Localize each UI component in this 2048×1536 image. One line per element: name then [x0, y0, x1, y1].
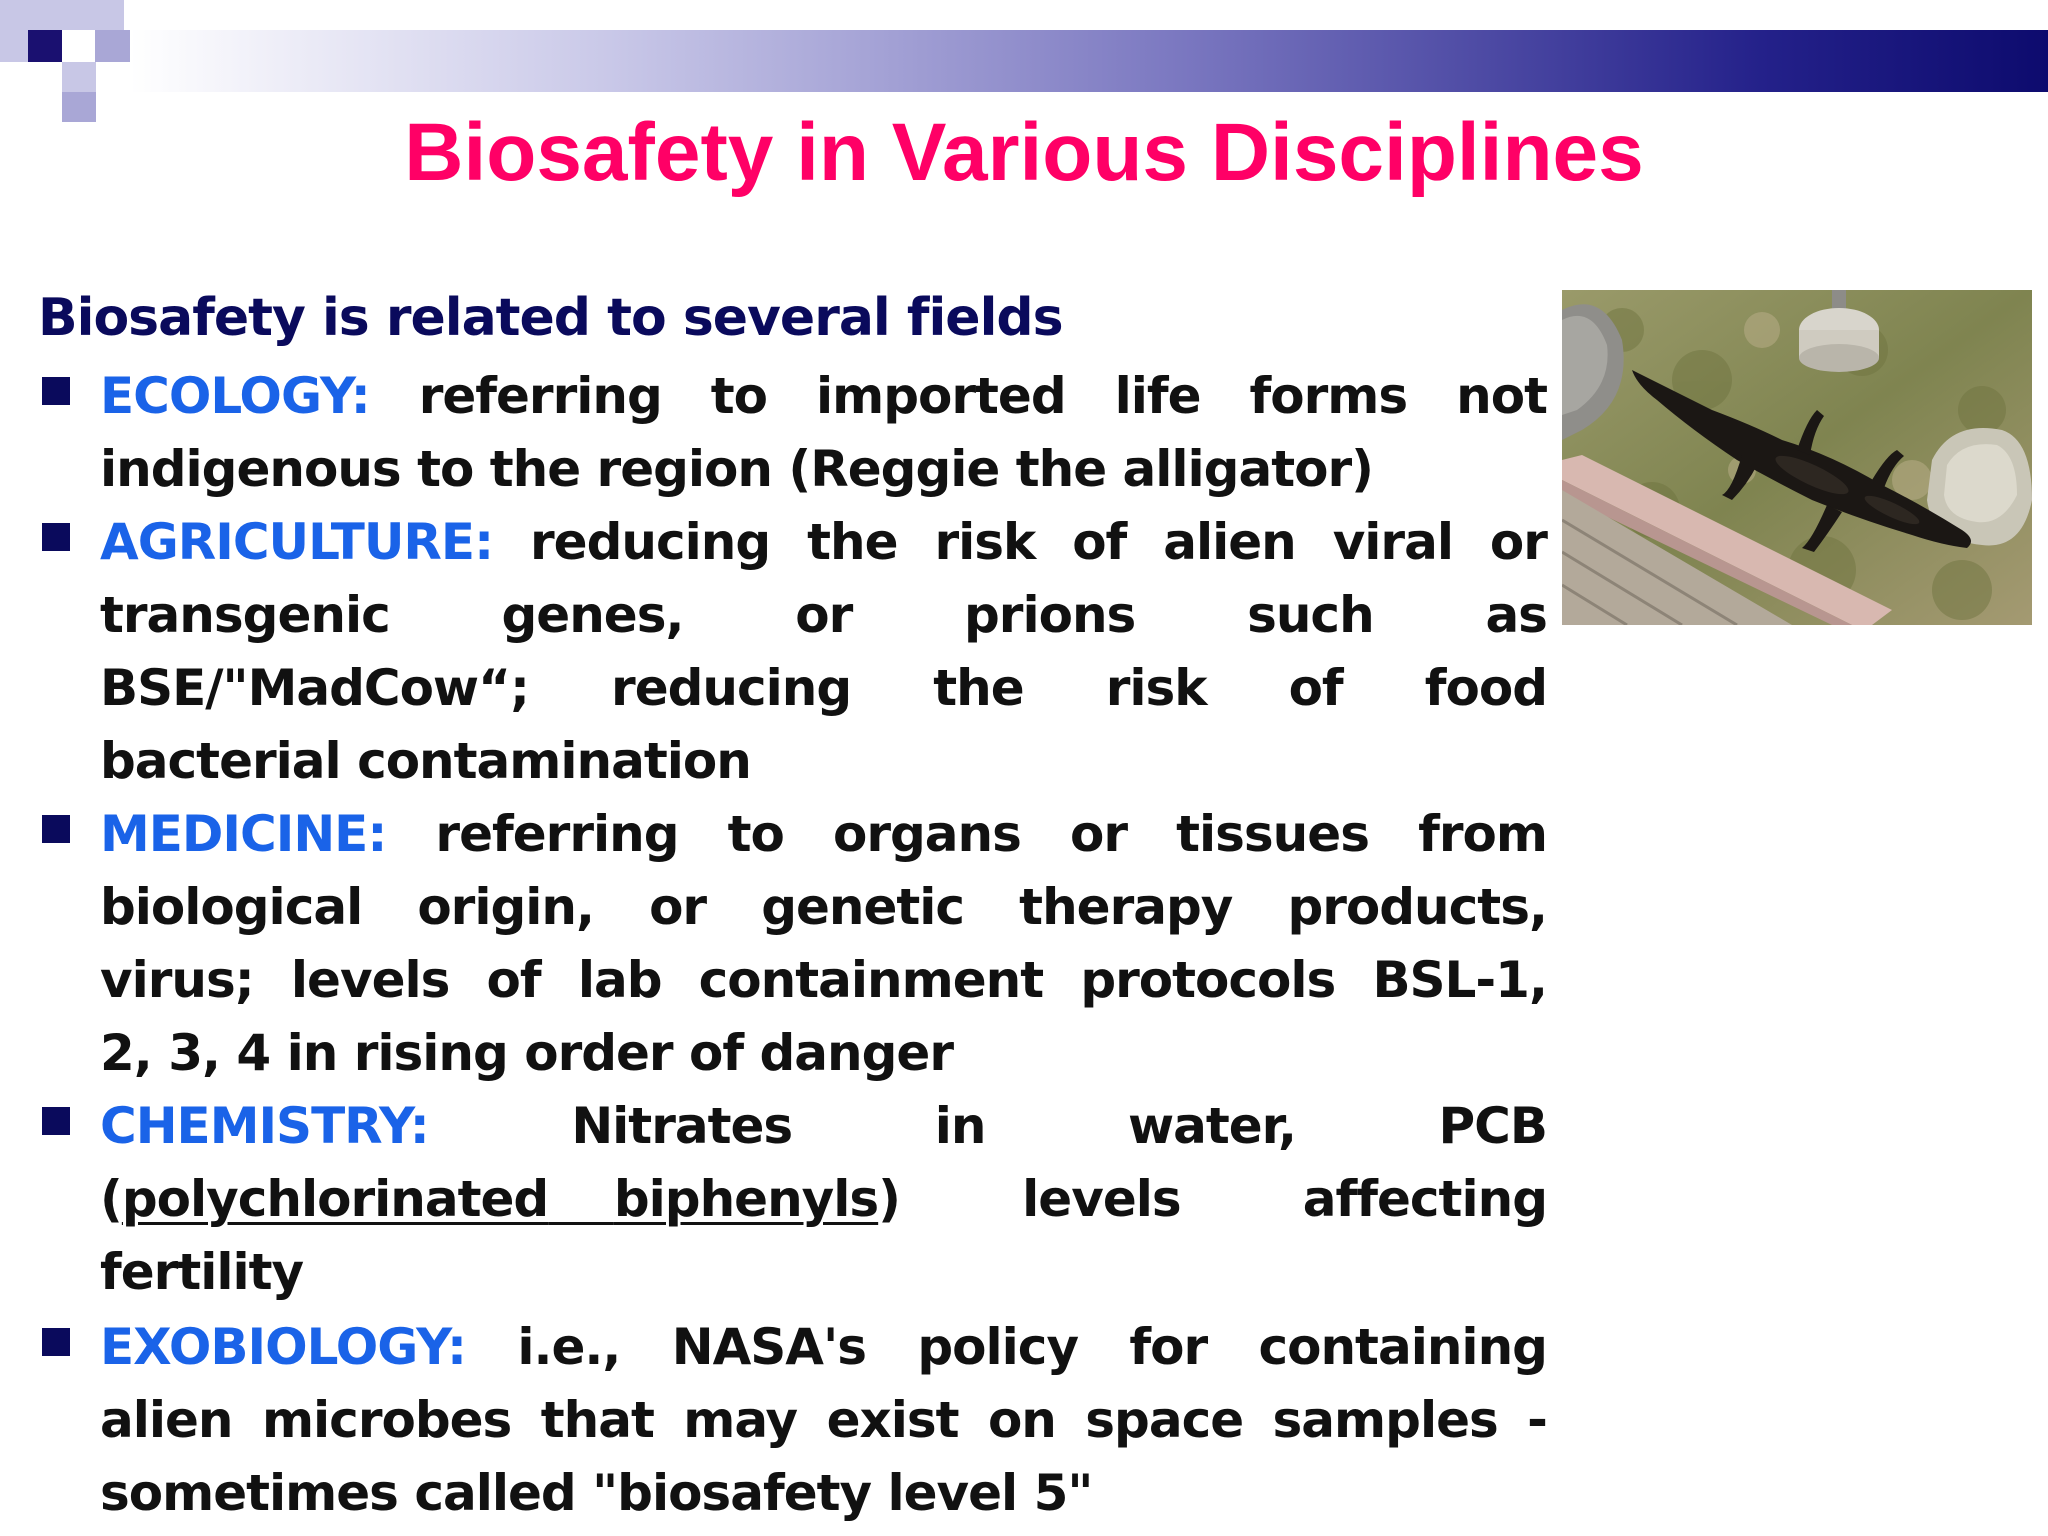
word: the [933, 659, 1024, 717]
word: risk [1105, 659, 1207, 717]
word: on [987, 1391, 1056, 1449]
word: as [1485, 586, 1547, 644]
item-line [100, 506, 1547, 579]
keyword-agriculture: AGRICULTURE: [100, 513, 494, 571]
word: reducing [530, 513, 771, 571]
word: containment [698, 951, 1044, 1009]
word: genetic [761, 878, 965, 936]
deco-square [28, 30, 62, 62]
word: protocols [1080, 951, 1336, 1009]
paren-close: ) [878, 1170, 901, 1228]
word: policy [917, 1318, 1079, 1376]
item-line [100, 1163, 1547, 1236]
word: NASA's [671, 1318, 867, 1376]
word: risk [934, 513, 1036, 571]
word: alien [1163, 513, 1296, 571]
header-banner [130, 30, 2048, 92]
item-line: bacterial contamination [100, 732, 751, 790]
item-line: sometimes called "biosafety level 5" [100, 1464, 1093, 1522]
word: in [934, 1097, 986, 1155]
item-line [100, 1090, 1547, 1163]
word: affecting [1302, 1170, 1547, 1228]
word: water, [1127, 1097, 1296, 1155]
deco-square [62, 0, 124, 30]
word: prions [964, 586, 1136, 644]
word: not [1456, 367, 1547, 425]
bullet-square-icon [42, 815, 70, 843]
word: levels [1022, 1170, 1181, 1228]
word: to [727, 805, 784, 863]
word: i.e., [517, 1318, 621, 1376]
keyword-exobiology: EXOBIOLOGY: [100, 1318, 467, 1376]
bullet-square-icon [42, 523, 70, 551]
word: or [649, 878, 707, 936]
bullet-square-icon [42, 1107, 70, 1135]
word: tissues [1176, 805, 1369, 863]
word: of [486, 951, 541, 1009]
keyword-ecology: ECOLOGY: [100, 367, 370, 425]
word: for [1129, 1318, 1208, 1376]
pcb-link-group [100, 1163, 900, 1236]
word: organs [832, 805, 1021, 863]
item-line [100, 1384, 1547, 1457]
word: from [1418, 805, 1547, 863]
word: such [1247, 586, 1374, 644]
alligator-photo [1562, 290, 2032, 625]
item-line [100, 652, 1547, 725]
word: space [1085, 1391, 1244, 1449]
word: that [540, 1391, 654, 1449]
word: biological [100, 878, 363, 936]
word: or [795, 586, 853, 644]
intro-text: Biosafety is related to several fields [38, 288, 1063, 348]
word: forms [1249, 367, 1408, 425]
word: microbes [261, 1391, 512, 1449]
word: food [1424, 659, 1547, 717]
word: BSL-1, [1372, 951, 1547, 1009]
word: or [1489, 513, 1547, 571]
link-word[interactable]: biphenyls [613, 1170, 879, 1228]
word: reducing [611, 659, 852, 717]
keyword-medicine: MEDICINE: [100, 805, 387, 863]
word: to [710, 367, 768, 425]
word: of [1288, 659, 1343, 717]
word: BSE/"MadCow“; [100, 659, 529, 717]
word: referring [418, 367, 662, 425]
word: lab [577, 951, 662, 1009]
item-line [100, 798, 1547, 871]
slide-title: Biosafety in Various Disciplines [404, 107, 1644, 198]
word: transgenic [100, 586, 390, 644]
word: genes, [501, 586, 684, 644]
word: imported [815, 367, 1066, 425]
word: viral [1332, 513, 1453, 571]
polychlorinated-biphenyls-link[interactable] [122, 1170, 878, 1228]
word: may [683, 1391, 798, 1449]
word: alien [100, 1391, 233, 1449]
link-word[interactable]: polychlorinated [121, 1170, 549, 1228]
item-line [100, 871, 1547, 944]
word: containing [1258, 1318, 1547, 1376]
item-line [100, 579, 1547, 652]
item-line: 2, 3, 4 in rising order of danger [100, 1024, 953, 1082]
deco-square [62, 62, 96, 92]
word: levels [290, 951, 450, 1009]
word: life [1114, 367, 1201, 425]
word: virus; [100, 951, 254, 1009]
word: of [1072, 513, 1127, 571]
word: the [807, 513, 898, 571]
item-line: indigenous to the region (Reggie the alligator) [100, 440, 1373, 498]
word: Nitrates [571, 1097, 793, 1155]
word: PCB [1438, 1097, 1547, 1155]
word: exist [826, 1391, 959, 1449]
paren-open: ( [100, 1170, 122, 1228]
word: or [1070, 805, 1128, 863]
word: referring [435, 805, 679, 863]
word: samples [1272, 1391, 1498, 1449]
word: - [1527, 1391, 1547, 1449]
word: therapy [1019, 878, 1233, 936]
bullet-square-icon [42, 377, 70, 405]
item-line [100, 360, 1547, 433]
bullet-square-icon [42, 1328, 70, 1356]
item-line [100, 1311, 1547, 1384]
item-line [100, 944, 1547, 1017]
item-line: fertility [100, 1243, 304, 1301]
word: products, [1287, 878, 1547, 936]
word: origin, [417, 878, 594, 936]
alligator-illustration [1562, 290, 2032, 625]
keyword-chemistry: CHEMISTRY: [100, 1097, 429, 1155]
